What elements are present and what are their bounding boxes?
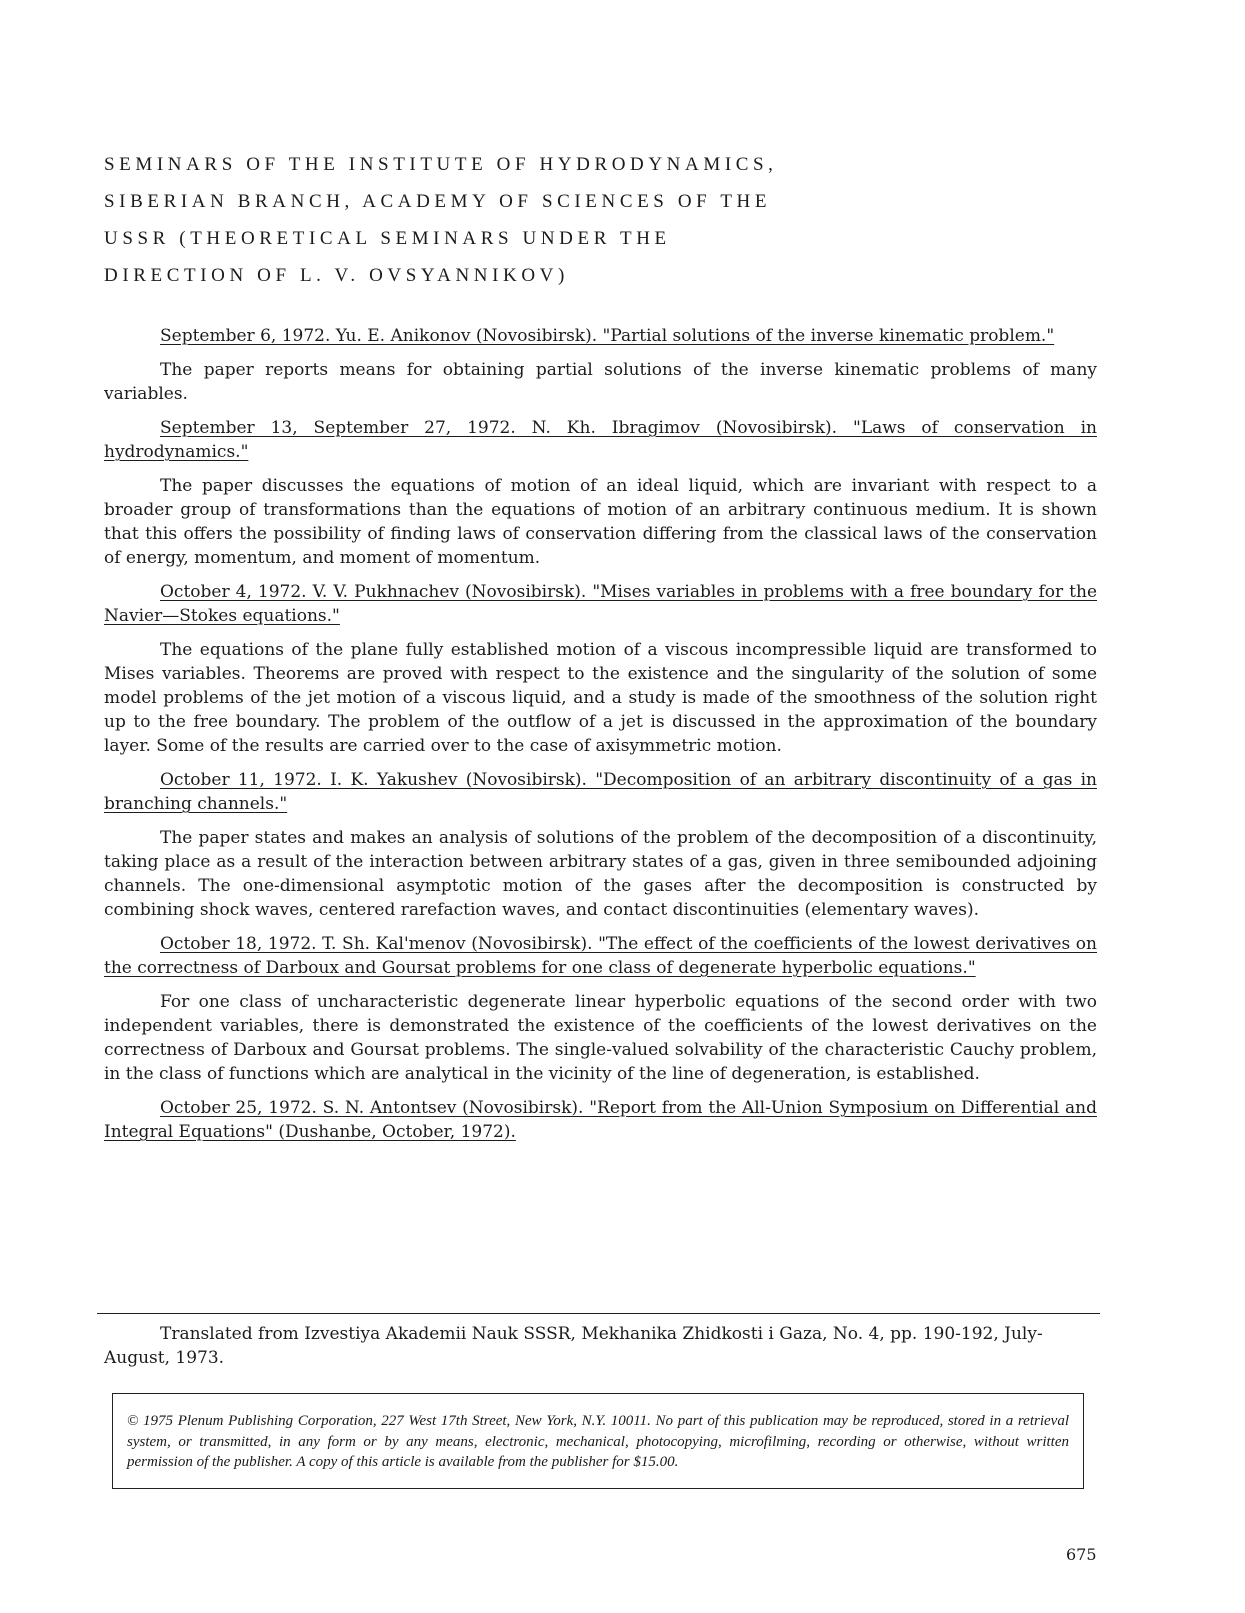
seminar-heading: September 6, 1972. Yu. E. Anikonov (Novosibirsk). "Partial solutions of the inverse kinematic problem."	[160, 326, 1055, 346]
title-line: SIBERIAN BRANCH, ACADEMY OF SCIENCES OF THE	[104, 191, 772, 212]
title-line: USSR (THEORETICAL SEMINARS UNDER THE	[104, 228, 671, 249]
seminar-abstract: For one class of uncharacteristic degenerate linear hyperbolic equations of the second order with two independent variables, there is demonstrated the existence of the coefficients of the lowest derivatives on the correctness of Darboux and Goursat problems. The single-valued solvability of the characteristic Cauchy problem, in the class of functions which are analytical in the vicinity of the line of degeneration, is established.	[104, 992, 1097, 1084]
seminar-heading: October 25, 1972. S. N. Antontsev (Novosibirsk). "Report from the All-Union Symposium on Differential and Integral Equations" (Dushanbe, October, 1972).	[104, 1098, 1097, 1142]
seminar-entry	[104, 580, 1097, 758]
page-number: 675	[1066, 1545, 1097, 1564]
document-title	[104, 146, 864, 294]
seminar-heading: October 18, 1972. T. Sh. Kal'menov (Novosibirsk). "The effect of the coefficients of the lowest derivatives on the correctness of Darboux and Goursat problems for one class of degenerate hyperbolic equations."	[104, 934, 1097, 978]
title-line: DIRECTION OF L. V. OVSYANNIKOV)	[104, 265, 569, 286]
footnote-divider	[97, 1313, 1100, 1314]
seminar-abstract: The equations of the plane fully established motion of a viscous incompressible liquid are transformed to Mises variables. Theorems are proved with respect to the existence and the singularity of the solution of some model problems of the jet motion of a viscous liquid, and a study is made of the smoothness of the solution right up to the free boundary. The problem of the outflow of a jet is discussed in the approximation of the boundary layer. Some of the results are carried over to the case of axisymmetric motion.	[104, 640, 1097, 756]
translation-note: Translated from Izvestiya Akademii Nauk SSSR, Mekhanika Zhidkosti i Gaza, No. 4, pp. 190-192, July-August, 1973.	[104, 1324, 1043, 1368]
seminar-entry	[104, 932, 1097, 1086]
title-line: SEMINARS OF THE INSTITUTE OF HYDRODYNAMICS,	[104, 154, 778, 175]
seminar-entry	[104, 416, 1097, 570]
seminar-heading: October 11, 1972. I. K. Yakushev (Novosibirsk). "Decomposition of an arbitrary discontinuity of a gas in branching channels."	[104, 770, 1097, 814]
seminar-abstract: The paper reports means for obtaining partial solutions of the inverse kinematic problems of many variables.	[104, 360, 1097, 404]
seminar-abstract: The paper discusses the equations of motion of an ideal liquid, which are invariant with respect to a broader group of transformations than the equations of motion of an arbitrary continuous medium. It is shown that this offers the possibility of finding laws of conservation differing from the classical laws of the conservation of energy, momentum, and moment of momentum.	[104, 476, 1097, 568]
seminar-heading: October 4, 1972. V. V. Pukhnachev (Novosibirsk). "Mises variables in problems with a free boundary for the Navier—Stokes equations."	[104, 582, 1097, 626]
copyright-notice: © 1975 Plenum Publishing Corporation, 227 West 17th Street, New York, N.Y. 10011. No part of this publication may be reproduced, stored in a retrieval system, or transmitted, in any form or by any means, electronic, mechanical, photocopying, microfilming, recording or otherwise, without written permission of the publisher. A copy of this article is available from the publisher for $15.00.	[112, 1393, 1084, 1489]
seminar-entry	[104, 1096, 1097, 1144]
seminar-entry	[104, 324, 1097, 406]
seminar-heading: September 13, September 27, 1972. N. Kh. Ibragimov (Novosibirsk). "Laws of conservation in hydrodynamics."	[104, 418, 1097, 462]
seminar-list	[104, 324, 1097, 1154]
seminar-entry	[104, 768, 1097, 922]
seminar-abstract: The paper states and makes an analysis of solutions of the problem of the decomposition of a discontinuity, taking place as a result of the interaction between arbitrary states of a gas, given in three semibounded adjoining channels. The one-dimensional asymptotic motion of the gases after the decomposition is constructed by combining shock waves, centered rarefaction waves, and contact discontinuities (elementary waves).	[104, 828, 1097, 920]
